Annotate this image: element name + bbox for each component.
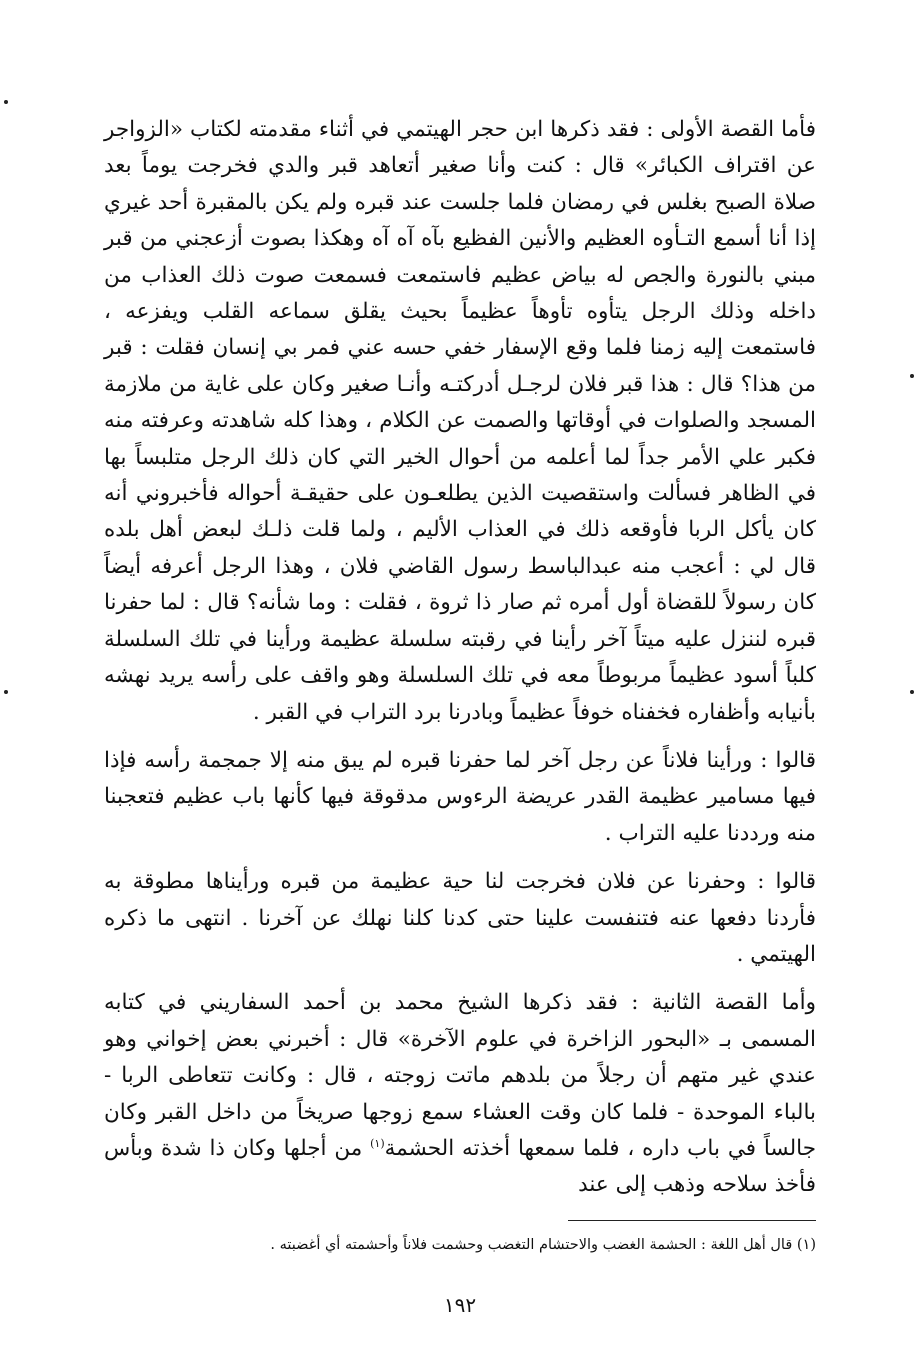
scan-mark <box>4 100 8 104</box>
scan-mark <box>4 690 8 694</box>
paragraph-second-story <box>104 985 816 1203</box>
paragraph-skull-nails: قالوا : ورأينا فلاناً عن رجل آخر لما حفرنا قبره لم يبق منه إلا جمجمة رأسه فإذا فيها مسامير عظيمة القدر عريضة الرءوس مدقوقة فيها كأنها باب عظيم فتعجبنا منه ورددنا عليه التراب . <box>104 747 816 846</box>
scan-mark <box>910 690 914 694</box>
paragraph-snake: قالوا : وحفرنا عن فلان فخرجت لنا حية عظيمة من قبره ورأيناها مطوقة به فأردنا دفعها عنه فتنفست علينا حتى كدنا كلنا نهلك عن آخرنا . انتهى ما ذكره الهيتمي . <box>104 869 816 967</box>
page-body <box>104 112 816 1204</box>
footnote: (١) قال أهل اللغة : الحشمة الغضب والاحتشام التغضب وحشمت فلاناً وأحشمته أي أغضبته . <box>270 1237 816 1253</box>
scan-mark <box>910 374 914 378</box>
second-story-text: وأما القصة الثانية : فقد ذكرها الشيخ محمد بن أحمد السفاريني في كتابه المسمى بـ «البحور الزاخرة في علوم الآخرة» قال : أخبرني بعض إخواني وهو عندي غير متهم أن رجلاً من بلدهم ماتت زوجته ، قال : وكانت تتعاطى الربا - بالباء الموحدة - فلما كان وقت العشاء سمع زوجها صريخاً من داخل القبر وكان جالساً في باب داره ، فلما سمعها أخذته الحشمة <box>104 990 817 1161</box>
page-number: ١٩٢ <box>443 1293 477 1317</box>
second-story-continuation: من أجلها وكان ذا شدة وبأس فأخذ سلاحه وذهب إلى عند <box>104 1135 816 1198</box>
footnote-divider <box>568 1220 816 1221</box>
paragraph-first-story: فأما القصة الأولى : فقد ذكرها ابن حجر الهيتمي في أثناء مقدمته لكتاب «الزواجر عن اقتراف الكبائر» قال : كنت وأنا صغير أتعاهد قبر والدي فخرجت يوماً بعد صلاة الصبح بغلس في رمضان فلما جلست عند قبره ولم يكن بالمقبرة أحد غيري إذا أنا أسمع التـأوه العظيم والأنين الفظيع بآه آه آه وهكذا بصوت أزعجني من قبر مبني بالنورة والجص له بياض عظيم فاستمعت فسمعت صوت ذلك العذاب من داخله وذلك الرجل يتأوه تأوهاً عظيماً بحيث يقلق سماعه القلب ويفزعه ، فاستمعت إليه زمنا فلما وقع الإسفار خفي حسه عني فمر بي إنسان فقلت : قبر من هذا؟ قال : هذا قبر فلان لرجـل أدركتـه وأنـا صغير وكان على غاية من ملازمة المسجد والصلوات في أوقاتها والصمت عن الكلام ، وهذا كله شاهدته وعرفته منه فكبر علي الأمر جداً لما أعلمه من أحوال الخير التي كان ذلك الرجل متلبساً بها في الظاهر فسألت واستقصيت الذين يطلعـون على حقيقـة أحواله فأخبروني أنه كان يأكل الربا فأوقعه ذلك في العذاب الأليم ، ولما قلت ذلـك لبعض أهل بلده قال لي : أعجب منه عبدالباسط رسول القاضي فلان ، وهذا الرجل أعرفه أيضاً كان رسولاً للقضاة أول أمره ثم صار ذا ثروة ، فقلت : وما شأنه؟ قال : لما حفرنا قبره لننزل عليه ميتاً آخر رأينا في رقبته سلسلة عظيمة ورأينا في تلك السلسلة كلباً أسود عظيماً مربوطاً معه في تلك السلسلة وهو واقف على رأسه يريد نهشه بأنيابه وأظفاره فخفناه خوفاً عظيماً وبادرنا برد التراب في القبر . <box>104 117 816 725</box>
footnote-marker: (١) <box>370 1136 385 1150</box>
